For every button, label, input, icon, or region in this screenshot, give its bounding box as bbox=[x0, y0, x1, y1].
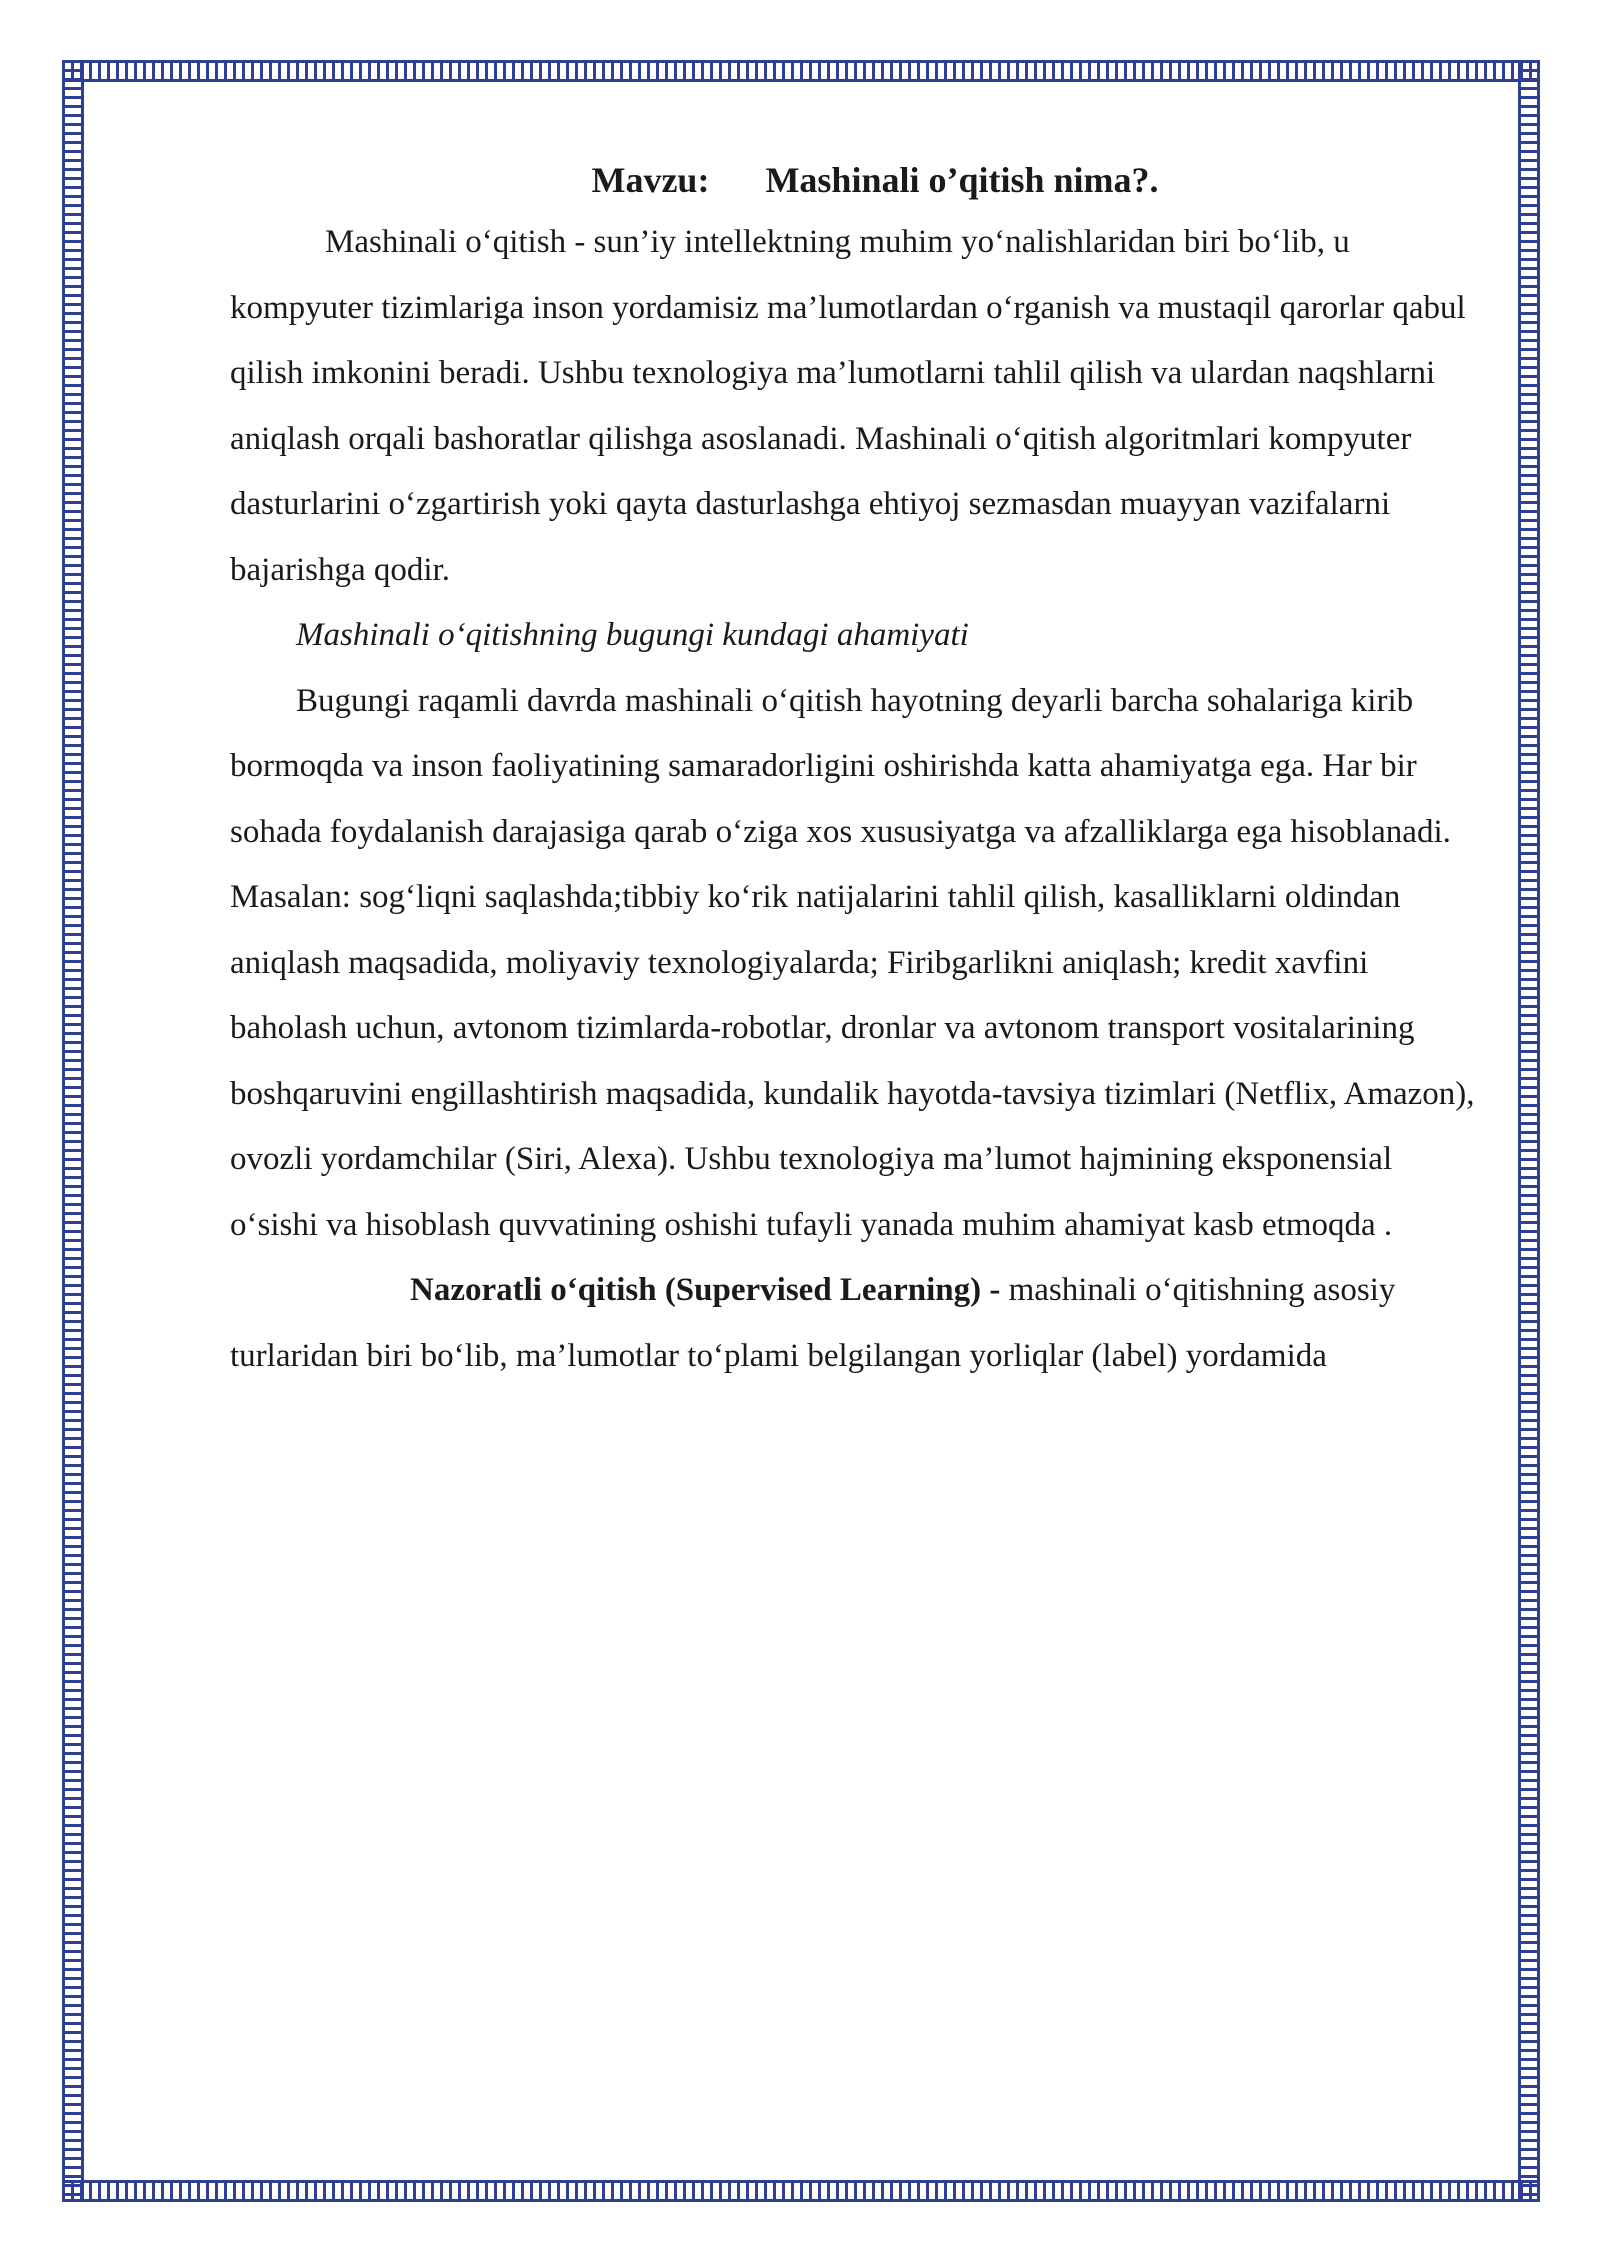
title-label: Mavzu: bbox=[591, 160, 710, 200]
title-text: Mashinali o’qitish nima?. bbox=[765, 160, 1159, 200]
supervised-text: mashinali o‘qitishning asosiy turlaridan biri bo‘lib, ma’lumotlar to‘plami belgilangan yorliqlar (label) yordamida bbox=[230, 1272, 1396, 1374]
section-subheading: Mashinali o‘qitishning bugungi kundagi ahamiyati bbox=[296, 617, 969, 653]
page-border-right bbox=[1518, 60, 1540, 2202]
paragraph-supervised bbox=[230, 1258, 1480, 1389]
page-border-bottom bbox=[62, 2180, 1540, 2202]
page-border-top bbox=[62, 60, 1540, 82]
page-title bbox=[230, 150, 1480, 210]
supervised-term: Nazoratli o‘qitish (Supervised Learning) - bbox=[410, 1272, 1001, 1308]
paragraph-intro: Mashinali o‘qitish - sun’iy intellektning muhim yo‘nalishlaridan biri bo‘lib, u kompyuter tizimlariga inson yordamisiz ma’lumotlardan o‘rganish va mustaqil qarorlar qabul qilish imkonini beradi. Ushbu texnologiya ma’lumotlarni tahlil qilish va ulardan naqshlarni aniqlash orqali bashoratlar qilishga asoslanadi. Mashinali o‘qitish algoritmlari kompyuter dasturlarini o‘zgartirish yoki qayta dasturlashga ehtiyoj sezmasdan muayyan vazifalarni bajarishga qodir. bbox=[230, 224, 1466, 588]
paragraph-importance: Bugungi raqamli davrda mashinali o‘qitish hayotning deyarli barcha sohalariga kirib bormoqda va inson faoliyatining samaradorligini oshirishda katta ahamiyatga ega. Har bir sohada foydalanish darajasiga qarab o‘ziga xos xususiyatga va afzalliklarga ega hisoblanadi. Masalan: sog‘liqni saqlashda;tibbiy ko‘rik natijalarini tahlil qilish, kasalliklarni oldindan aniqlash maqsadida, moliyaviy texnologiyalarda; Firibgarlikni aniqlash; kredit xavfini baholash uchun, avtonom tizimlarda-robotlar, dronlar va avtonom transport vositalarining boshqaruvini engillashtirish maqsadida, kundalik hayotda-tavsiya tizimlari (Netflix, Amazon), ovozli yordamchilar (Siri, Alexa). Ushbu texnologiya ma’lumot hajmining eksponensial o‘sishi va hisoblash quvvatining oshishi tufayli yanada muhim ahamiyat kasb etmoqda . bbox=[230, 682, 1475, 1243]
document-body bbox=[230, 150, 1480, 1389]
page-border-left bbox=[62, 60, 84, 2202]
